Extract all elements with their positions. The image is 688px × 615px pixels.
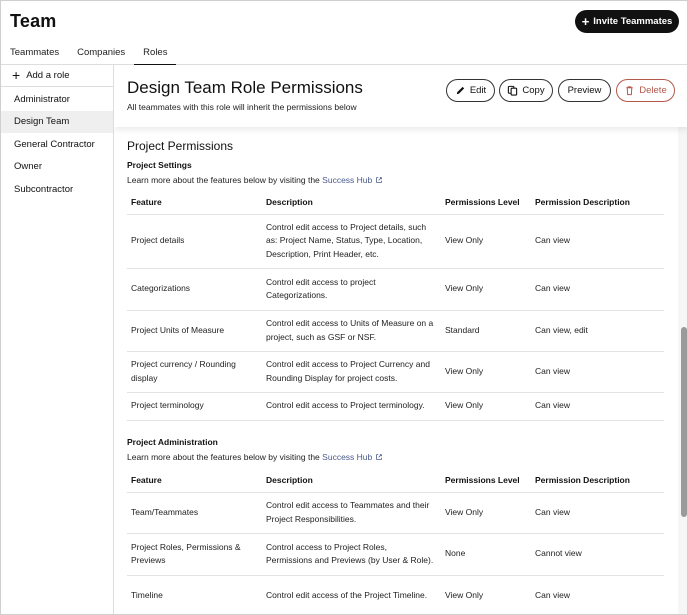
group-title-project-settings: Project Settings (127, 160, 192, 170)
sidebar-item-design-team[interactable]: Design Team (1, 111, 113, 134)
level-cell: Standard (441, 310, 531, 351)
description-cell: Control edit access to Project details, such as: Project Name, Status, Type, Location, Description, Print Header, etc. (262, 214, 441, 268)
edit-label: Edit (469, 85, 487, 96)
invite-teammates-button[interactable] (575, 10, 679, 33)
delete-label: Delete (639, 85, 667, 96)
table-row (127, 214, 664, 268)
description-cell: Control access to Project Roles, Permissions and Previews (by User & Role). (262, 533, 441, 575)
column-header-description: Description (262, 468, 441, 492)
column-header-permission-description: Permission Description (531, 190, 664, 214)
table-row (127, 533, 664, 575)
sidebar-item-subcontractor[interactable]: Subcontractor (14, 183, 74, 195)
sidebar-item-administrator[interactable]: Administrator (14, 93, 70, 105)
tab-bar (1, 45, 176, 65)
edit-button[interactable] (446, 79, 495, 102)
permissions-table-project-settings (127, 190, 664, 421)
plus-icon: + (581, 13, 590, 29)
vertical-scrollbar[interactable] (678, 65, 688, 615)
description-cell: Control edit access to Project Currency and Rounding Display for project costs. (262, 351, 441, 392)
trash-icon (624, 85, 635, 96)
table-header-row (127, 468, 664, 492)
learn-more-text (127, 452, 383, 462)
role-title: Design Team Role Permissions (127, 78, 363, 97)
column-header-description: Description (262, 190, 441, 214)
level-cell: View Only (441, 214, 531, 268)
feature-cell: Timeline (127, 575, 262, 615)
role-detail-panel (114, 65, 688, 615)
permissions-table-project-administration (127, 468, 664, 615)
level-cell: View Only (441, 575, 531, 615)
permission-cell: Can view, edit (531, 310, 664, 351)
external-link-icon[interactable] (375, 453, 383, 461)
tab-roles[interactable]: Roles (134, 45, 176, 65)
role-subtitle: All teammates with this role will inherit the permissions below (127, 102, 357, 112)
column-header-level: Permissions Level (441, 190, 531, 214)
add-role-label: Add a role (26, 70, 70, 81)
invite-teammates-label: Invite Teammates (593, 16, 673, 27)
permission-cell: Can view (531, 492, 664, 533)
table-header-row (127, 190, 664, 214)
success-hub-link[interactable]: Success Hub (322, 175, 373, 185)
pencil-icon (455, 85, 466, 96)
plus-icon: + (12, 66, 21, 83)
preview-label: Preview (567, 85, 602, 96)
feature-cell: Project Units of Measure (127, 310, 262, 351)
permission-cell: Can view (531, 268, 664, 310)
permission-cell: Can view (531, 575, 664, 615)
column-header-feature: Feature (127, 468, 262, 492)
column-header-level: Permissions Level (441, 468, 531, 492)
table-row (127, 310, 664, 351)
section-title: Project Permissions (127, 139, 234, 153)
page-header (1, 1, 688, 65)
copy-icon (507, 85, 518, 96)
feature-cell: Project Roles, Permissions & Previews (127, 533, 262, 575)
table-row (127, 392, 664, 420)
feature-cell: Project currency / Rounding display (127, 351, 262, 392)
delete-button[interactable] (616, 79, 675, 102)
success-hub-link[interactable]: Success Hub (322, 452, 373, 462)
description-cell: Control edit access to Project terminology. (262, 392, 441, 420)
add-role-button[interactable] (1, 65, 113, 87)
feature-cell: Team/Teammates (127, 492, 262, 533)
description-cell: Control edit access to Units of Measure on a project, such as GSF or NSF. (262, 310, 441, 351)
feature-cell: Categorizations (127, 268, 262, 310)
copy-button[interactable] (499, 79, 553, 102)
column-header-feature: Feature (127, 190, 262, 214)
description-cell: Control edit access of the Project Timeline. (262, 575, 441, 615)
group-title-project-administration: Project Administration (127, 437, 218, 447)
table-row (127, 575, 664, 615)
page-title: Team (10, 11, 57, 31)
learn-more-label: Learn more about the features below by visiting the (127, 175, 320, 185)
description-cell: Control edit access to Teammates and their Project Responsibilities. (262, 492, 441, 533)
table-row (127, 351, 664, 392)
description-cell: Control edit access to project Categorizations. (262, 268, 441, 310)
learn-more-label: Learn more about the features below by visiting the (127, 452, 320, 462)
feature-cell: Project terminology (127, 392, 262, 420)
feature-cell: Project details (127, 214, 262, 268)
column-header-permission-description: Permission Description (531, 468, 664, 492)
learn-more-text (127, 175, 383, 185)
tab-companies[interactable]: Companies (77, 47, 126, 58)
roles-sidebar (1, 65, 114, 615)
roles-list (1, 87, 113, 201)
table-row (127, 492, 664, 533)
copy-label: Copy (522, 85, 545, 96)
level-cell: View Only (441, 392, 531, 420)
level-cell: View Only (441, 268, 531, 310)
level-cell: View Only (441, 351, 531, 392)
tab-teammates[interactable]: Teammates (10, 47, 60, 58)
permission-cell: Cannot view (531, 533, 664, 575)
level-cell: None (441, 533, 531, 575)
level-cell: View Only (441, 492, 531, 533)
sidebar-item-general-contractor[interactable]: General Contractor (14, 138, 95, 150)
permission-cell: Can view (531, 351, 664, 392)
external-link-icon[interactable] (375, 176, 383, 184)
table-row (127, 268, 664, 310)
scrollbar-thumb[interactable] (681, 327, 687, 517)
permission-cell: Can view (531, 214, 664, 268)
preview-button[interactable] (558, 79, 611, 102)
role-header (114, 65, 688, 127)
permission-cell: Can view (531, 392, 664, 420)
sidebar-item-owner[interactable]: Owner (14, 161, 42, 173)
